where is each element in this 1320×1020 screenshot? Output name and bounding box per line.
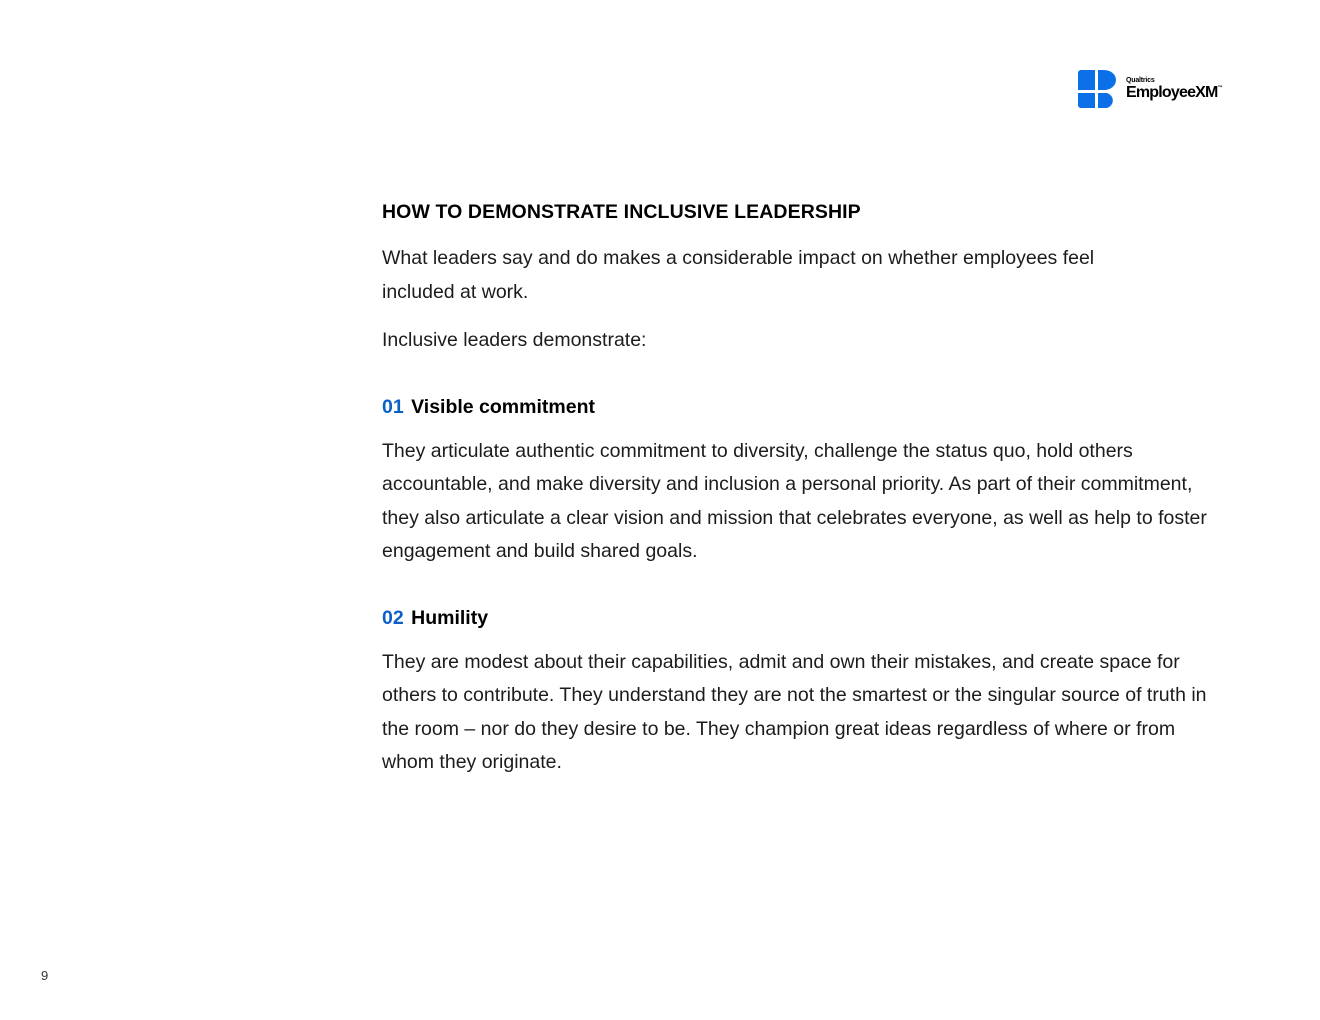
item-body: They articulate authentic commitment to diversity, challenge the status quo, hold others accountable, and make diversity and inclusion a personal priority. As part of their commitment, they also articulate a clear vision and mission that celebrates everyone, as well as help to foster engagement and build shared goals. [382, 439, 1207, 562]
logo-brand-large-text: EmployeeXM [1126, 84, 1218, 101]
item-title [382, 393, 1222, 421]
item-body: They are modest about their capabilities, admit and own their mistakes, and create space for others to contribute. They understand they are not the smartest or the singular source of truth in the room – nor do they desire to be. They champion great ideas regardless of where or from whom they originate. [382, 650, 1207, 773]
logo-trademark: ™ [1217, 85, 1222, 91]
qualtrics-employeexm-logo [1077, 69, 1232, 109]
item-visible-commitment [382, 393, 1222, 569]
page-heading: HOW TO DEMONSTRATE INCLUSIVE LEADERSHIP [382, 201, 861, 223]
item-number: 01 [382, 395, 404, 418]
intro-paragraph: What leaders say and do makes a considerable impact on whether employees feel included at work. [382, 247, 1095, 303]
logo-brand-large [1126, 85, 1222, 101]
logo-wordmark [1126, 77, 1222, 101]
page-number: 9 [41, 968, 49, 983]
item-title [382, 604, 1222, 632]
item-number: 02 [382, 606, 404, 629]
item-title-text: Humility [411, 606, 489, 629]
item-title-text: Visible commitment [411, 395, 595, 418]
document-content [382, 198, 1222, 780]
lead-text: Inclusive leaders demonstrate: [382, 329, 647, 351]
qualtrics-logo-icon [1077, 69, 1117, 109]
item-humility [382, 604, 1222, 780]
logo-brand-small: Qualtrics [1126, 77, 1155, 84]
